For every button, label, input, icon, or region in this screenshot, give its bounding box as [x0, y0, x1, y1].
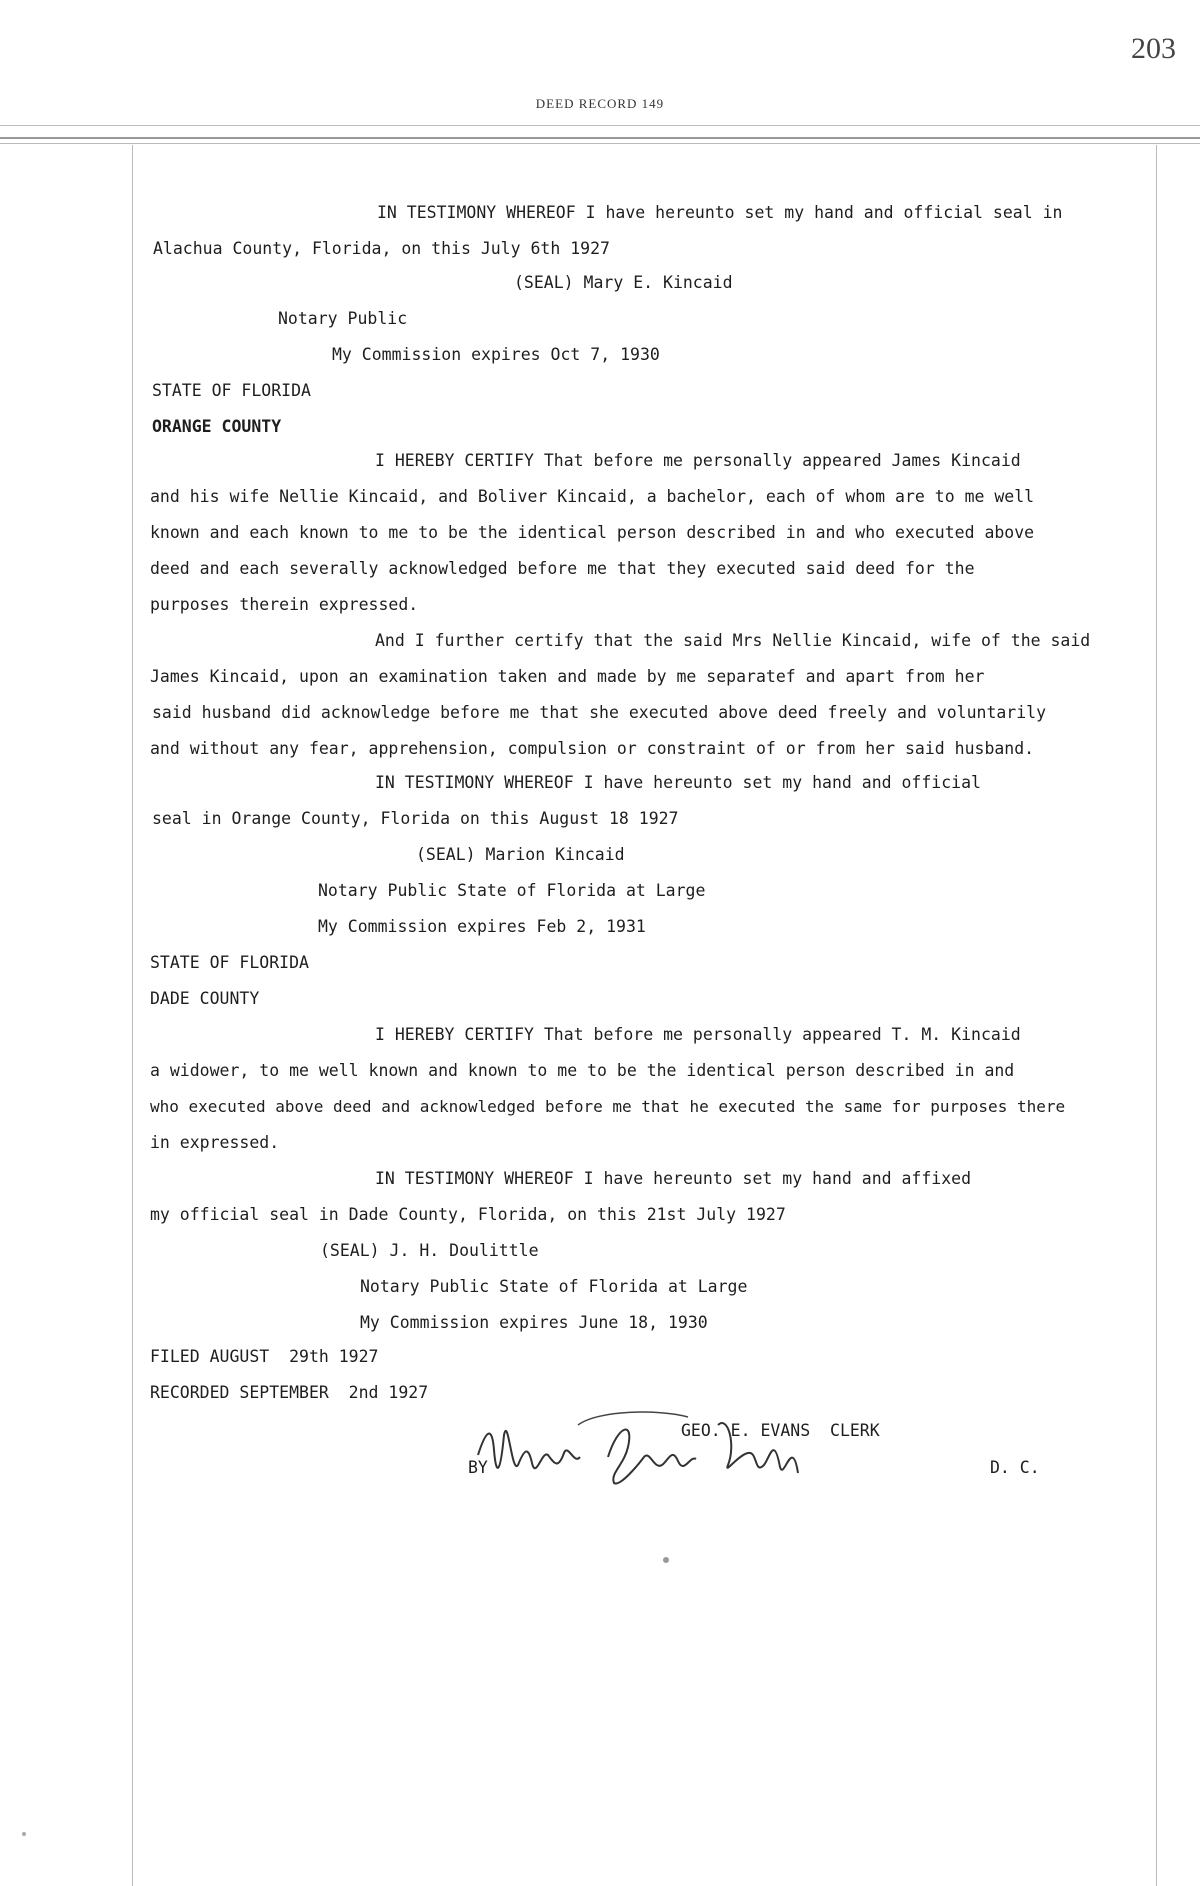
text-line: and his wife Nellie Kincaid, and Boliver Kincaid, a bachelor, each of whom are to me well	[150, 487, 1035, 506]
text-line: And I further certify that the said Mrs Nellie Kincaid, wife of the said	[375, 631, 1091, 650]
clerk-name: GEO. E. EVANS CLERK	[681, 1421, 880, 1440]
signature-area	[440, 1395, 940, 1505]
ink-speck	[22, 1832, 26, 1836]
text-line: STATE OF FLORIDA	[150, 953, 309, 972]
header-rule-double	[0, 137, 1200, 139]
text-line: IN TESTIMONY WHEREOF I have hereunto set my hand and official seal in	[377, 203, 1063, 222]
text-line: Alachua County, Florida, on this July 6th 1927	[153, 239, 610, 258]
text-line: IN TESTIMONY WHEREOF I have hereunto set my hand and affixed	[375, 1169, 972, 1188]
page-number: 203	[1131, 32, 1176, 65]
text-line: in expressed.	[150, 1133, 280, 1152]
text-line: purposes therein expressed.	[150, 595, 419, 614]
header-rule	[0, 125, 1200, 126]
text-line: My Commission expires Feb 2, 1931	[318, 917, 646, 936]
text-line: deed and each severally acknowledged before me that they executed said deed for the	[150, 559, 975, 578]
text-line: STATE OF FLORIDA	[152, 381, 311, 400]
text-line: IN TESTIMONY WHEREOF I have hereunto set my hand and official	[375, 773, 981, 792]
text-line: I HEREBY CERTIFY That before me personally appeared James Kincaid	[375, 451, 1021, 470]
text-line: Notary Public	[278, 309, 408, 328]
text-line: ORANGE COUNTY	[152, 417, 282, 436]
text-line: My Commission expires Oct 7, 1930	[332, 345, 660, 364]
text-line: My Commission expires June 18, 1930	[360, 1313, 708, 1332]
text-line: who executed above deed and acknowledged before me that he executed the same for purposes there	[150, 1097, 1066, 1116]
text-line: and without any fear, apprehension, compulsion or constraint of or from her said husband.	[150, 739, 1035, 758]
text-line: Notary Public State of Florida at Large	[318, 881, 706, 900]
text-line: James Kincaid, upon an examination taken and made by me separatef and apart from her	[150, 667, 985, 686]
text-line: I HEREBY CERTIFY That before me personally appeared T. M. Kincaid	[375, 1025, 1021, 1044]
text-line: FILED AUGUST 29th 1927	[150, 1347, 379, 1366]
text-line: (SEAL) Mary E. Kincaid	[514, 273, 733, 292]
by-label: BY	[468, 1458, 488, 1477]
text-line: a widower, to me well known and known to me to be the identical person described in and	[150, 1061, 1015, 1080]
text-line: Notary Public State of Florida at Large	[360, 1277, 748, 1296]
deputy-clerk-label: D. C.	[990, 1458, 1040, 1477]
text-line: (SEAL) J. H. Doulittle	[320, 1241, 539, 1260]
record-header: DEED RECORD 149	[535, 96, 665, 111]
text-line: (SEAL) Marion Kincaid	[416, 845, 625, 864]
left-margin-line	[132, 145, 133, 1886]
text-line: DADE COUNTY	[150, 989, 260, 1008]
handwritten-signature	[458, 1395, 878, 1505]
text-line: RECORDED SEPTEMBER 2nd 1927	[150, 1383, 429, 1402]
right-margin-line	[1156, 145, 1157, 1886]
text-line: known and each known to me to be the identical person described in and who executed above	[150, 523, 1035, 542]
ink-speck	[663, 1557, 669, 1563]
text-line: said husband did acknowledge before me that she executed above deed freely and voluntarily	[152, 703, 1047, 722]
text-line: my official seal in Dade County, Florida, on this 21st July 1927	[150, 1205, 786, 1224]
text-line: seal in Orange County, Florida on this August 18 1927	[152, 809, 679, 828]
header-rule-lower	[0, 143, 1200, 144]
